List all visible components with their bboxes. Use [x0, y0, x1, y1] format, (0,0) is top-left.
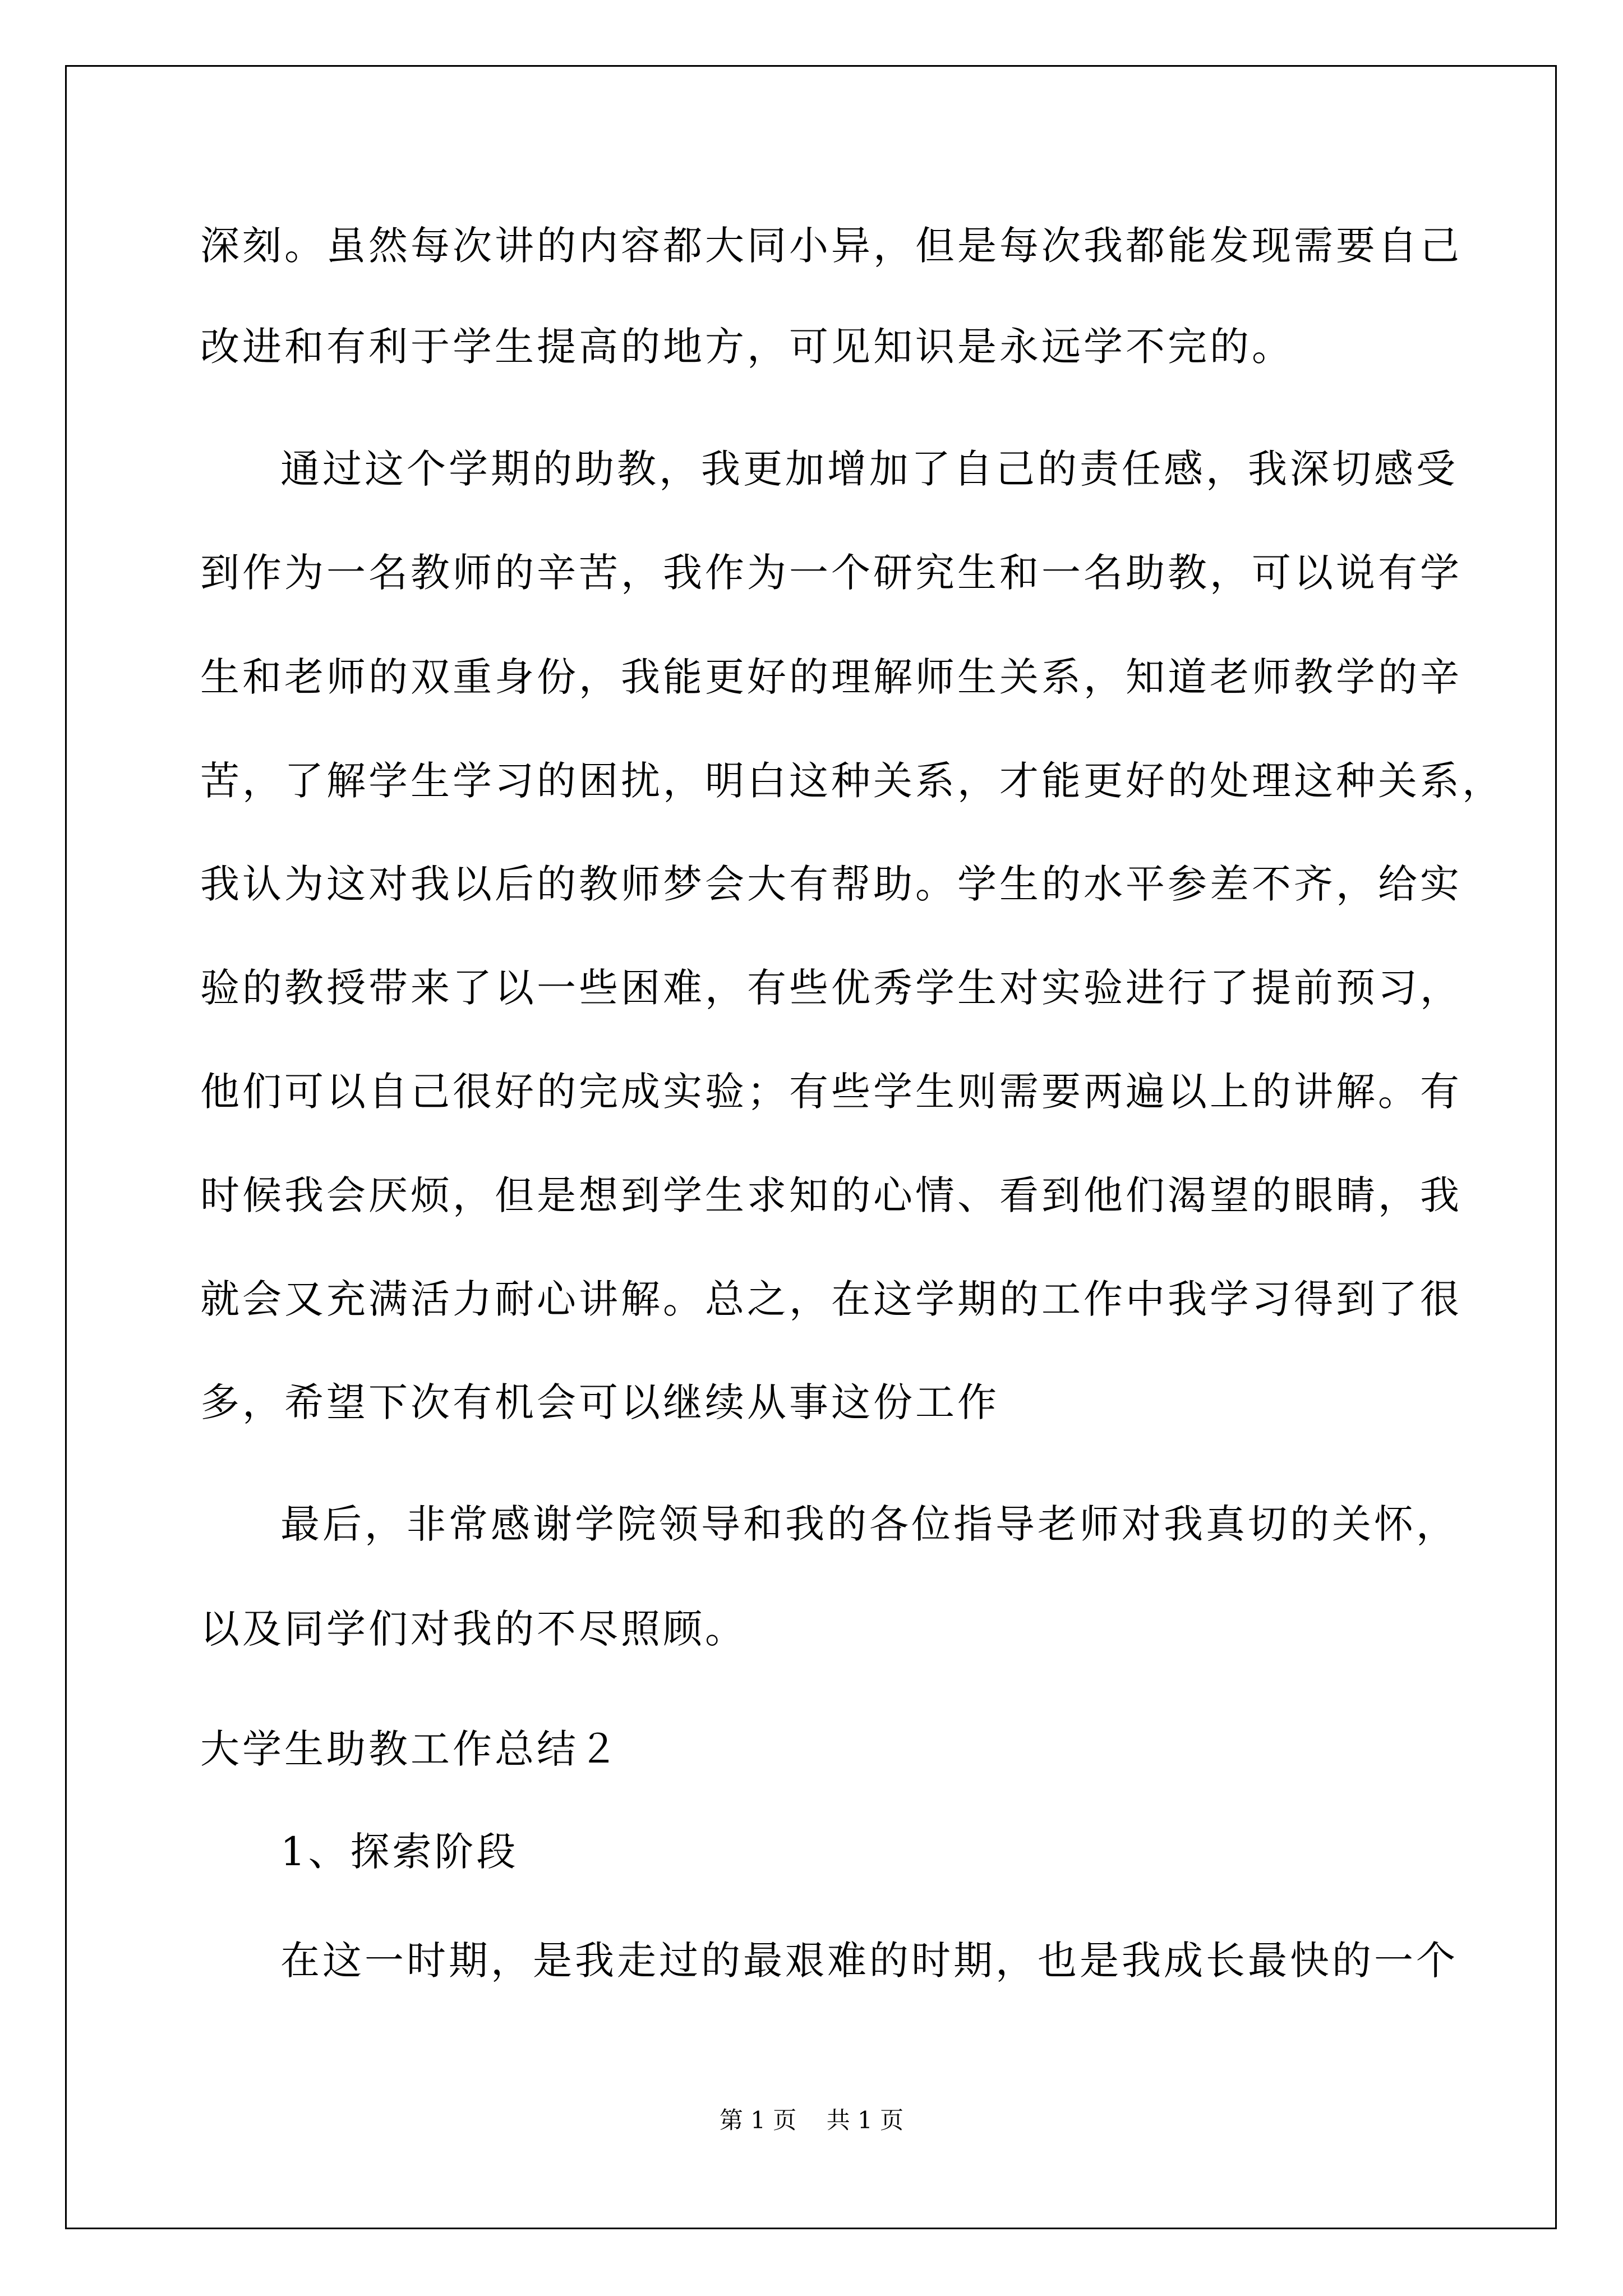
section-heading: 大学生助教工作总结２ — [200, 1726, 621, 1772]
text-line: 最后，非常感谢学院领导和我的各位指导老师对我真切的关怀， — [280, 1501, 1458, 1547]
text-line: 我认为这对我以后的教师梦会大有帮助。学生的水平参差不齐，给实 — [200, 861, 1462, 907]
text-line: 他们可以自己很好的完成实验；有些学生则需要两遍以上的讲解。有 — [200, 1069, 1462, 1115]
text-line: 到作为一名教师的辛苦，我作为一个研究生和一名助教，可以说有学 — [200, 550, 1462, 596]
text-line: 苦，了解学生学习的困扰，明白这种关系，才能更好的处理这种关系， — [200, 758, 1504, 804]
page-border — [65, 65, 1557, 2229]
text-line: 验的教授带来了以一些困难，有些优秀学生对实验进行了提前预习， — [200, 965, 1462, 1011]
text-line: 深刻。虽然每次讲的内容都大同小异，但是每次我都能发现需要自己 — [200, 223, 1462, 269]
subsection-heading: 1、探索阶段 — [280, 1829, 519, 1875]
text-line: 多，希望下次有机会可以继续从事这份工作 — [200, 1379, 999, 1425]
text-line: 生和老师的双重身份，我能更好的理解师生关系，知道老师教学的辛 — [200, 654, 1462, 700]
text-line: 通过这个学期的助教，我更加增加了自己的责任感，我深切感受 — [280, 446, 1458, 492]
text-line: 就会又充满活力耐心讲解。总之，在这学期的工作中我学习得到了很 — [200, 1276, 1462, 1322]
page-number-footer: 第 1 页 共 1 页 — [719, 2106, 904, 2134]
text-line: 时候我会厌烦，但是想到学生求知的心情、看到他们渴望的眼睛，我 — [200, 1172, 1462, 1218]
text-line: 在这一时期，是我走过的最艰难的时期，也是我成长最快的一个 — [280, 1938, 1458, 1984]
text-line: 改进和有利于学生提高的地方，可见知识是永远学不完的。 — [200, 324, 1294, 370]
text-line: 以及同学们对我的不尽照顾。 — [200, 1606, 747, 1652]
